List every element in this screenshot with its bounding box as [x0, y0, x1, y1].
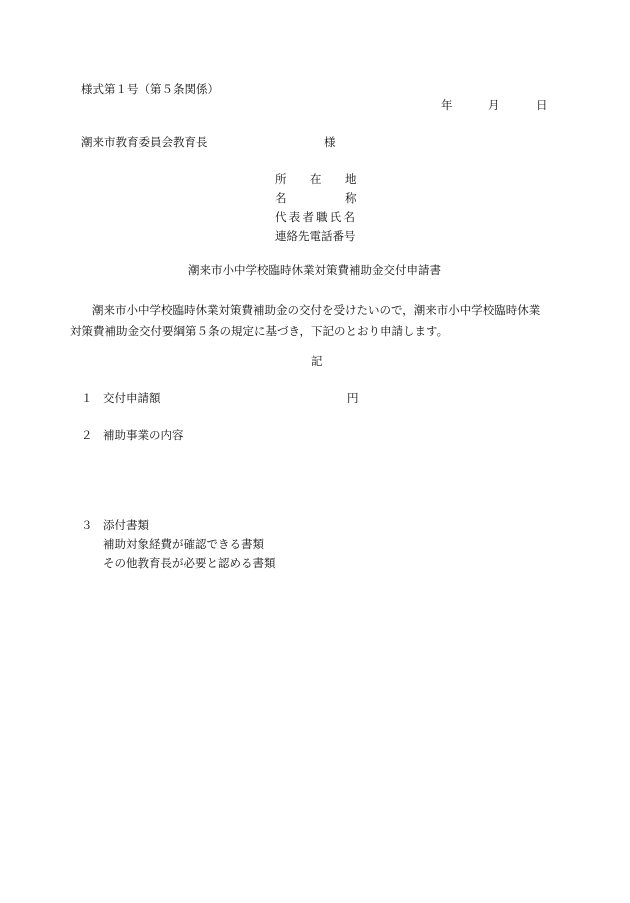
body-text — [70, 300, 551, 342]
document-title: 潮来市小中学校臨時休業対策費補助金交付申請書 — [188, 263, 441, 277]
address-label-char-2: 在 — [310, 172, 322, 186]
item-1-number: １ — [81, 391, 93, 405]
date-year: 年 — [441, 98, 453, 112]
name-label-char-1: 名 — [275, 191, 287, 205]
item-3-subitem-2: その他教育長が必要と認める書類 — [103, 556, 276, 570]
item-2-label: 補助事業の内容 — [103, 428, 184, 442]
date-day: 日 — [536, 98, 548, 112]
body-line-2: 対策費補助金交付要綱第５条の規定に基づき，下記のとおり申請します。 — [70, 324, 449, 338]
item-3-subitem-1: 補助対象経費が確認できる書類 — [103, 537, 264, 551]
item-1 — [81, 393, 161, 405]
date-month: 月 — [488, 98, 500, 112]
body-line-1: 潮来市小中学校臨時休業対策費補助金の交付を受けたいので，潮来市小中学校臨時休業 — [92, 303, 541, 317]
address-label-char-3: 地 — [345, 172, 357, 186]
representative-label: 代表者職氏名 — [275, 210, 358, 224]
address-label-char-1: 所 — [275, 172, 287, 186]
phone-label: 連絡先電話番号 — [275, 229, 356, 243]
item-3-label: 添付書類 — [103, 518, 149, 532]
name-label-char-2: 称 — [345, 191, 357, 205]
item-2 — [81, 430, 184, 442]
form-number: 様式第１号（第５条関係） — [81, 82, 219, 96]
addressee-honorific: 様 — [324, 135, 336, 149]
item-3 — [81, 520, 149, 532]
item-1-label: 交付申請額 — [103, 391, 161, 405]
item-1-suffix: 円 — [347, 391, 359, 405]
item-3-number: ３ — [81, 518, 93, 532]
addressee-name: 潮来市教育委員会教育長 — [81, 135, 208, 149]
ki-mark: 記 — [311, 354, 323, 368]
item-2-number: ２ — [81, 428, 93, 442]
